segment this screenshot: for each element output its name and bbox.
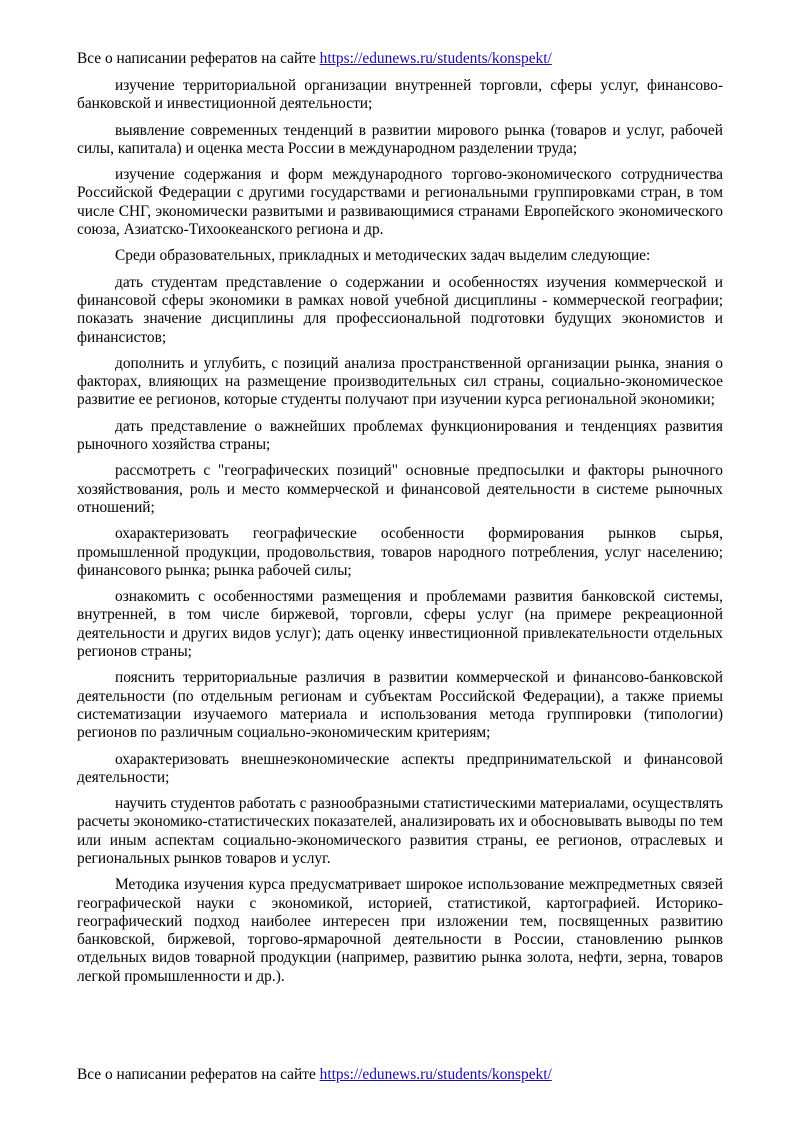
paragraph-6: дополнить и углубить, с позиций анализа пространственной организации рынка, знания о факторах, влияющих на размещение производительных сил страны, социально-экономическое развитие ее регионов, которые студенты получают при изучении курса региональной экономики; — [77, 354, 723, 409]
page-footer — [77, 1065, 552, 1084]
paragraph-12: охарактеризовать внешнеэкономические аспекты предпринимательской и финансовой деятельности; — [77, 750, 723, 786]
paragraph-9: охарактеризовать географические особенности формирования рынков сырья, промышленной продукции, продовольствия, товаров народного потребления, услуг населению; финансового рынка; рынка рабочей силы; — [77, 525, 723, 579]
paragraph-4: Среди образовательных, прикладных и методических задач выделим следующие: — [115, 247, 651, 265]
paragraph-2: выявление современных тенденций в развитии мирового рынка (товаров и услуг, рабочей силы, капитала) и оценка места России в международном разделении труда; — [77, 121, 723, 157]
document-body — [77, 77, 723, 994]
footer-prefix-text: Все о написании рефератов на сайте — [77, 1066, 320, 1083]
paragraph-14: Методика изучения курса предусматривает широкое использование межпредметных связей географической науки с экономикой, историей, статистикой, картографией. Историко-географический подход наиболее интересен при изложении тем, посвященных развитию банковской, биржевой, торгово-ярмарочной деятельности в России, становлению рынков отдельных видов товарной продукции (например, развитию рынка золота, нефти, зерна, товаров легкой промышленности и др.). — [77, 876, 723, 985]
paragraph-7: дать представление о важнейших проблемах функционирования и тенденциях развития рыночного хозяйства страны; — [77, 417, 723, 454]
header-link[interactable]: https://edunews.ru/students/konspekt/ — [319, 50, 552, 67]
paragraph-1: изучение территориальной организации внутренней торговли, сферы услуг, финансово-банковской и инвестиционной деятельности; — [77, 77, 723, 113]
paragraph-13: научить студентов работать с разнообразными статистическими материалами, осуществлять расчеты экономико-статистических показателей, анализировать их и обосновывать выводы по тем или иным аспектам социально-экономического развития страны, ее регионов, отраслевых и региональных рынков товаров и услуг. — [77, 795, 723, 867]
page-header — [77, 49, 552, 68]
paragraph-3: изучение содержания и форм международного торгово-экономического сотрудничества Российской Федерации с другими государствами и региональными группировками стран, в том числе СНГ, экономически развитыми и развивающимися странами Европейского экономического союза, Азиатско-Тихоокеанского региона и др. — [77, 166, 723, 239]
paragraph-8: рассмотреть с "географических позиций" основные предпосылки и факторы рыночного хозяйствования, роль и место коммерческой и финансовой деятельности в системе рыночных отношений; — [77, 462, 723, 516]
header-prefix-text: Все о написании рефератов на сайте — [77, 50, 320, 67]
paragraph-11: пояснить территориальные различия в развитии коммерческой и финансово-банковской деятельности (по отдельным регионам и субъектам Российской Федерации), а также приемы систематизации изучаемого материала и использования метода группировки (типологии) регионов по различным социально-экономическим критериям; — [77, 669, 723, 742]
paragraph-10: ознакомить с особенностями размещения и проблемами развития банковской системы, внутренней, в том числе биржевой, торговли, сферы услуг (на примере рекреационной деятельности и других видов услуг); дать оценку инвестиционной привлекательности отдельных регионов страны; — [77, 588, 723, 661]
footer-link[interactable]: https://edunews.ru/students/konspekt/ — [319, 1066, 552, 1083]
paragraph-5: дать студентам представление о содержании и особенностях изучения коммерческой и финансовой сферы экономики в рамках новой учебной дисциплины - коммерческой географии; показать значение дисциплины для профессиональной подготовки будущих экономистов и финансистов; — [77, 273, 723, 346]
